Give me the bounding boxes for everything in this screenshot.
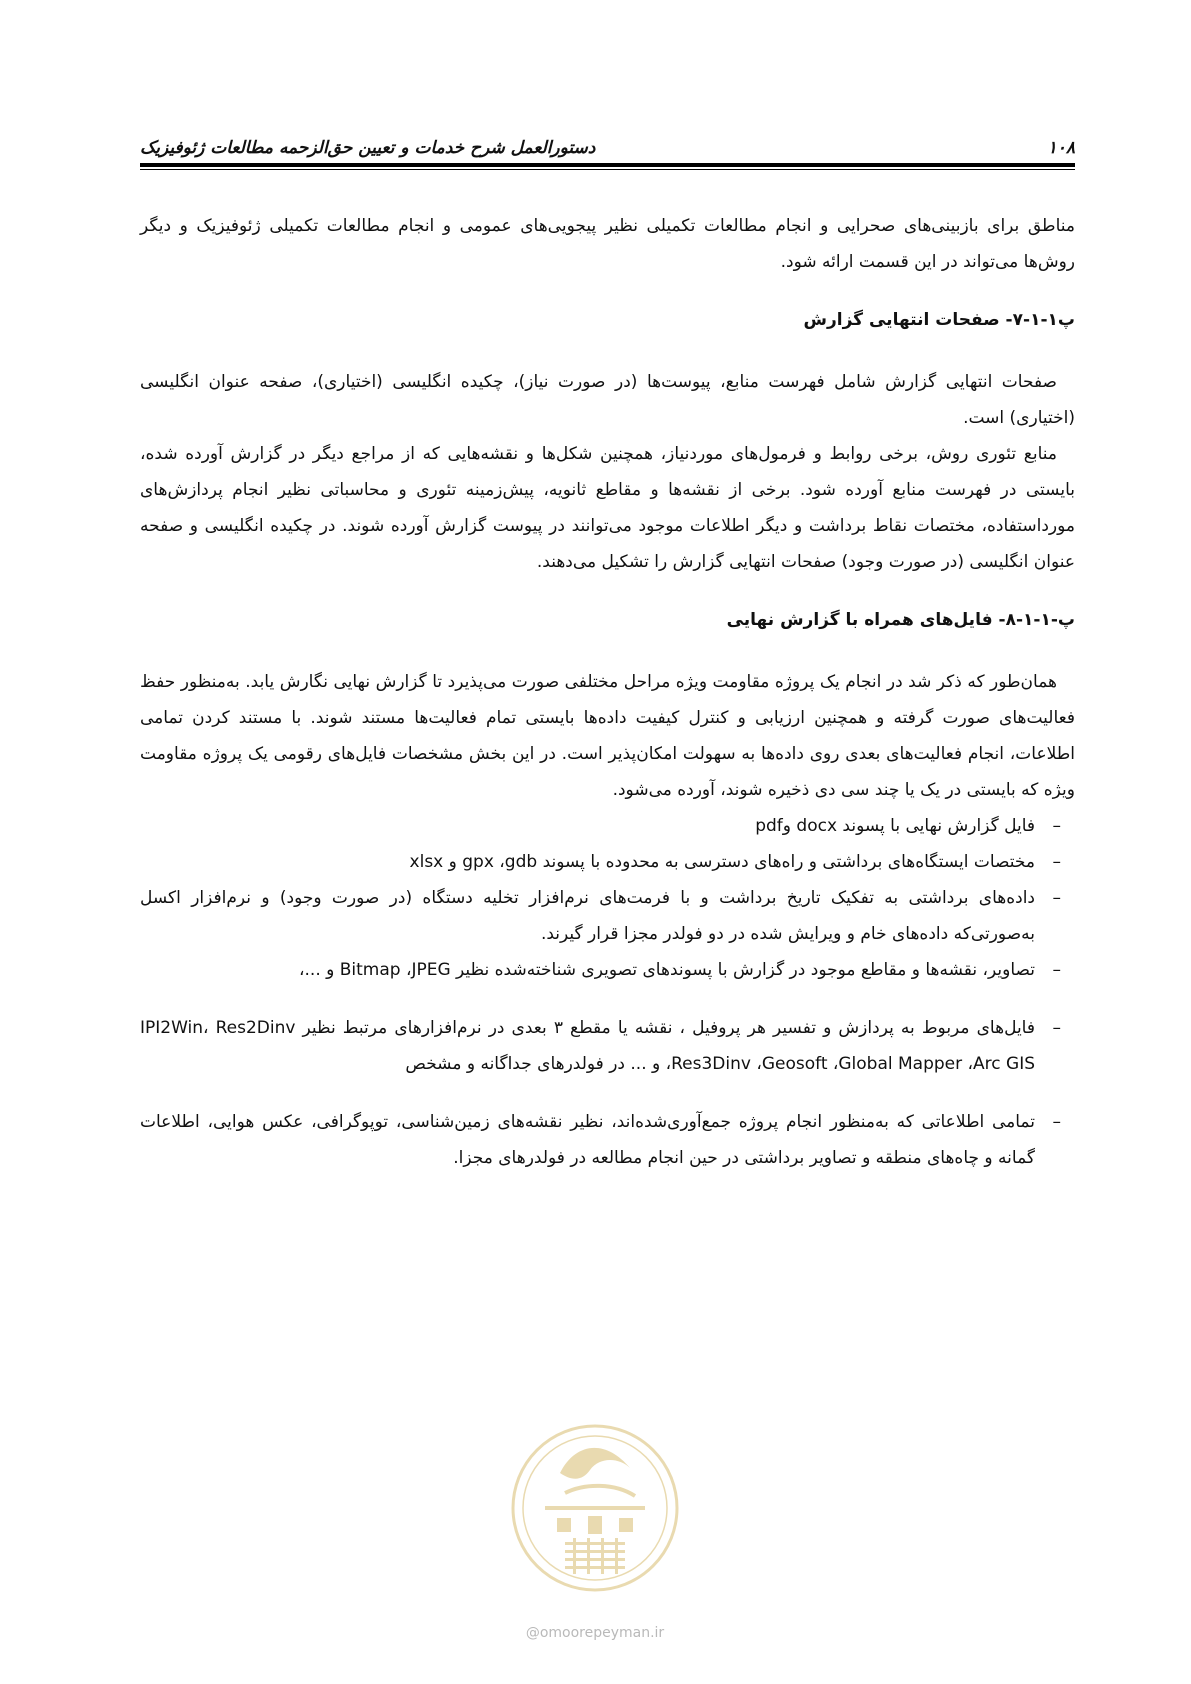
end-pages-paragraph: صفحات انتهایی گزارش شامل فهرست منابع، پیوست‌ها (در صورت نیاز)، چکیده انگلیسی (اختیاری)، صفحه عنوان انگلیسی (اختیاری) است. (140, 372, 1075, 428)
list-item: – مختصات ایستگاه‌های برداشتی و راه‌های دسترسی به محدوده با پسوند gpx ،gdb و xlsx (140, 844, 1075, 880)
header-rule-thin (140, 169, 1075, 170)
watermark-url: @omoorepeyman.ir (525, 1625, 665, 1641)
list-item: – داده‌های برداشتی به تفکیک تاریخ برداشت و با فرمت‌های نرم‌افزار تخلیه دستگاه (در صورت وجود) و نرم‌افزار اکسل به‌صورتی‌که داده‌های خام و ویرایش شده در دو فولدر مجزا قرار گیرند. (140, 880, 1075, 952)
page-number: ۱۰۸ (1047, 138, 1075, 158)
running-title: دستورالعمل شرح خدمات و تعیین حق‌الزحمه مطالعات ژئوفیزیک (140, 138, 596, 158)
watermark-logo-icon (505, 1398, 685, 1628)
section-heading-attached-files: پ-۱-۱-۸- فایل‌های همراه با گزارش نهایی (726, 610, 1075, 630)
list-item: – فایل گزارش نهایی با پسوند docx وpdf (140, 808, 1075, 844)
attached-files-list (140, 808, 1075, 1176)
references-paragraph: منابع تئوری روش، برخی روابط و فرمول‌های موردنیاز، همچنین شکل‌ها و نقشه‌هایی که از مراجع دیگر در گزارش آورده شده، بایستی در فهرست منابع آورده شود. برخی از نقشه‌ها و مقاطع ثانویه، پیش‌زمینه تئوری و محاسباتی نظیر انجام پردازش‌های مورداستفاده، مختصات نقاط برداشت و دیگر اطلاعات موجود می‌توانند در پیوست گزارش آورده شوند. در چکیده انگلیسی و صفحه عنوان انگلیسی (در صورت وجود) صفحات انتهایی گزارش را تشکیل می‌دهند. (140, 444, 1075, 572)
attached-files-paragraph: همان‌طور که ذکر شد در انجام یک پروژه مقاومت ویژه مراحل مختلفی صورت می‌پذیرد تا گزارش نهایی نگارش یابد. به‌منظور حفظ فعالیت‌های صورت گرفته و همچنین ارزیابی و کنترل کیفیت داده‌ها بایستی تمام فعالیت‌ها مستند شوند. با مستند کردن تمامی اطلاعات، انجام فعالیت‌های بعدی روی داده‌ها به سهولت امکان‌پذیر است. در این بخش مشخصات فایل‌های رقومی یک پروژه مقاومت ویژه که بایستی در یک یا چند سی دی ذخیره شوند، آورده می‌شود. (140, 672, 1075, 800)
intro-paragraph: مناطق برای بازبینی‌های صحرایی و انجام مطالعات تکمیلی نظیر پیجویی‌های عمومی و انجام مطالعات تکمیلی ژئوفیزیک و دیگر روش‌ها می‌تواند در این قسمت ارائه شود. (140, 216, 1075, 272)
header-rule-thick (140, 163, 1075, 167)
list-item: – تمامی اطلاعاتی که به‌منظور انجام پروژه جمع‌آوری‌شده‌اند، نظیر نقشه‌های زمین‌شناسی، توپوگرافی، عکس هوایی، اطلاعات گمانه و چاه‌های منطقه و تصاویر برداشتی در حین انجام مطالعه در فولدرهای مجزا. (140, 1104, 1075, 1176)
page-body (140, 208, 1075, 1176)
list-item: – فایل‌های مربوط به پردازش و تفسیر هر پروفیل ، نقشه یا مقطع ۳ بعدی در نرم‌افزارهای مرتبط نظیر IPI2Win، Res2Dinv ،Res3Dinv ،Geosoft ،Global Mapper ،Arc GIS و ... در فولدرهای جداگانه و مشخص (140, 1010, 1075, 1082)
running-header (140, 130, 1075, 166)
list-item: – تصاویر، نقشه‌ها و مقاطع موجود در گزارش با پسوندهای تصویری شناخته‌شده نظیر Bitmap ،JPEG و ...، (140, 952, 1075, 988)
section-heading-end-pages: پ۱-۱-۷- صفحات انتهایی گزارش (803, 310, 1075, 330)
